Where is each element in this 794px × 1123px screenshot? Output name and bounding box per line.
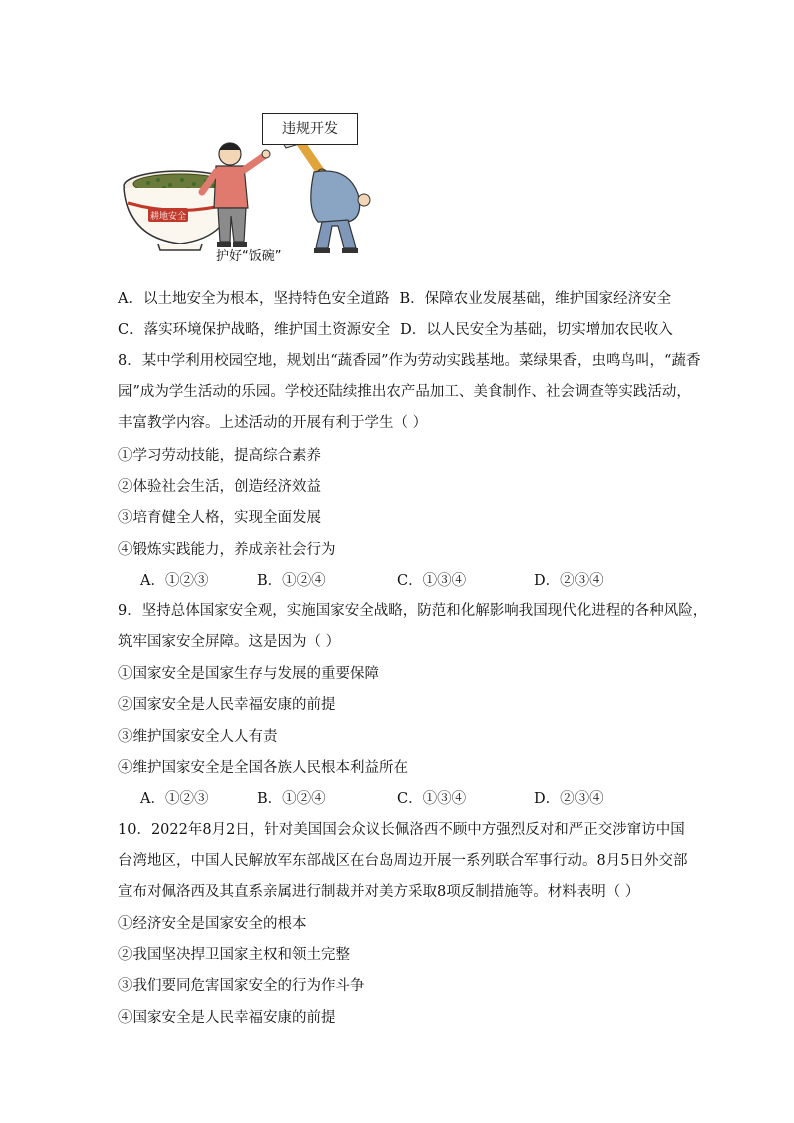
q8-stem-line2: 园”成为学生活动的乐园。学校还陆续推出农产品加工、美食制作、社会调查等实践活动， bbox=[118, 384, 691, 400]
q7-option-a: A．以土地安全为根本，坚持特色安全道路 bbox=[118, 291, 390, 307]
q8-item-3: ③培育健全人格，实现全面发展 bbox=[118, 510, 321, 526]
q8-item-2: ②体验社会生活，创造经济效益 bbox=[118, 479, 321, 495]
q9-stem-line1: 9．坚持总体国家安全观，实施国家安全战略，防范和化解影响我国现代化进程的各种风险， bbox=[118, 603, 708, 619]
cartoon-sign: 违规开发 bbox=[262, 113, 358, 145]
q10-stem-line2: 台湾地区，中国人民解放军东部战区在台岛周边开展一系列联合军事行动。8月5日外交部 bbox=[118, 853, 688, 869]
q9-choice-a[interactable]: A．①②③ bbox=[140, 791, 209, 807]
q8-choice-a[interactable]: A．①②③ bbox=[140, 573, 209, 589]
bowl-label: 耕地安全 bbox=[149, 212, 187, 222]
q9-stem-line2: 筑牢国家安全屏障。这是因为（ ） bbox=[118, 634, 341, 650]
q7-option-b: B．保障农业发展基础，维护国家经济安全 bbox=[399, 291, 672, 307]
q8-choice-b[interactable]: B．①②④ bbox=[257, 573, 326, 589]
q9-item-3: ③维护国家安全人人有责 bbox=[118, 729, 278, 745]
q8-stem-line1: 8．某中学利用校园空地，规划出“蔬香园”作为劳动实践基地。菜绿果香，虫鸣鸟叫，“蔬香 bbox=[118, 353, 701, 369]
q7-options-row2 bbox=[118, 320, 673, 340]
q8-item-4: ④锻炼实践能力，养成亲社会行为 bbox=[118, 542, 336, 558]
q7-option-d: D．以人民安全为基础，切实增加农民收入 bbox=[400, 322, 673, 338]
q10-stem-line3: 宣布对佩洛西及其直系亲属进行制裁并对美方采取8项反制措施等。材料表明（ ） bbox=[118, 884, 640, 900]
q8-choice-d[interactable]: D．②③④ bbox=[534, 573, 604, 589]
q10-item-3: ③我们要同危害国家安全的行为作斗争 bbox=[118, 978, 365, 994]
q8-choice-c[interactable]: C．①③④ bbox=[397, 573, 467, 589]
q9-item-1: ①国家安全是国家生存与发展的重要保障 bbox=[118, 666, 379, 682]
q7-options-row1 bbox=[118, 289, 671, 309]
q9-item-2: ②国家安全是人民幸福安康的前提 bbox=[118, 697, 336, 713]
q7-option-c: C．落实环境保护战略，维护国土资源安全 bbox=[118, 322, 391, 338]
q10-item-1: ①经济安全是国家安全的根本 bbox=[118, 916, 307, 932]
q9-choice-c[interactable]: C．①③④ bbox=[397, 791, 467, 807]
q10-item-2: ②我国坚决捍卫国家主权和领土完整 bbox=[118, 947, 350, 963]
q9-item-4: ④维护国家安全是全国各族人民根本利益所在 bbox=[118, 760, 408, 776]
q9-choice-d[interactable]: D．②③④ bbox=[534, 791, 604, 807]
q8-stem-line3: 丰富教学内容。上述活动的开展有利于学生（ ） bbox=[118, 415, 428, 431]
cartoon-caption: 护好“饭碗” bbox=[216, 249, 282, 264]
q10-stem-line1: 10．2022年8月2日，针对美国国会众议长佩洛西不顾中方强烈反对和严正交涉窜访中国 bbox=[118, 822, 685, 838]
q8-item-1: ①学习劳动技能，提高综合素养 bbox=[118, 448, 321, 464]
q9-choice-b[interactable]: B．①②④ bbox=[257, 791, 326, 807]
q10-item-4: ④国家安全是人民幸福安康的前提 bbox=[118, 1010, 336, 1026]
